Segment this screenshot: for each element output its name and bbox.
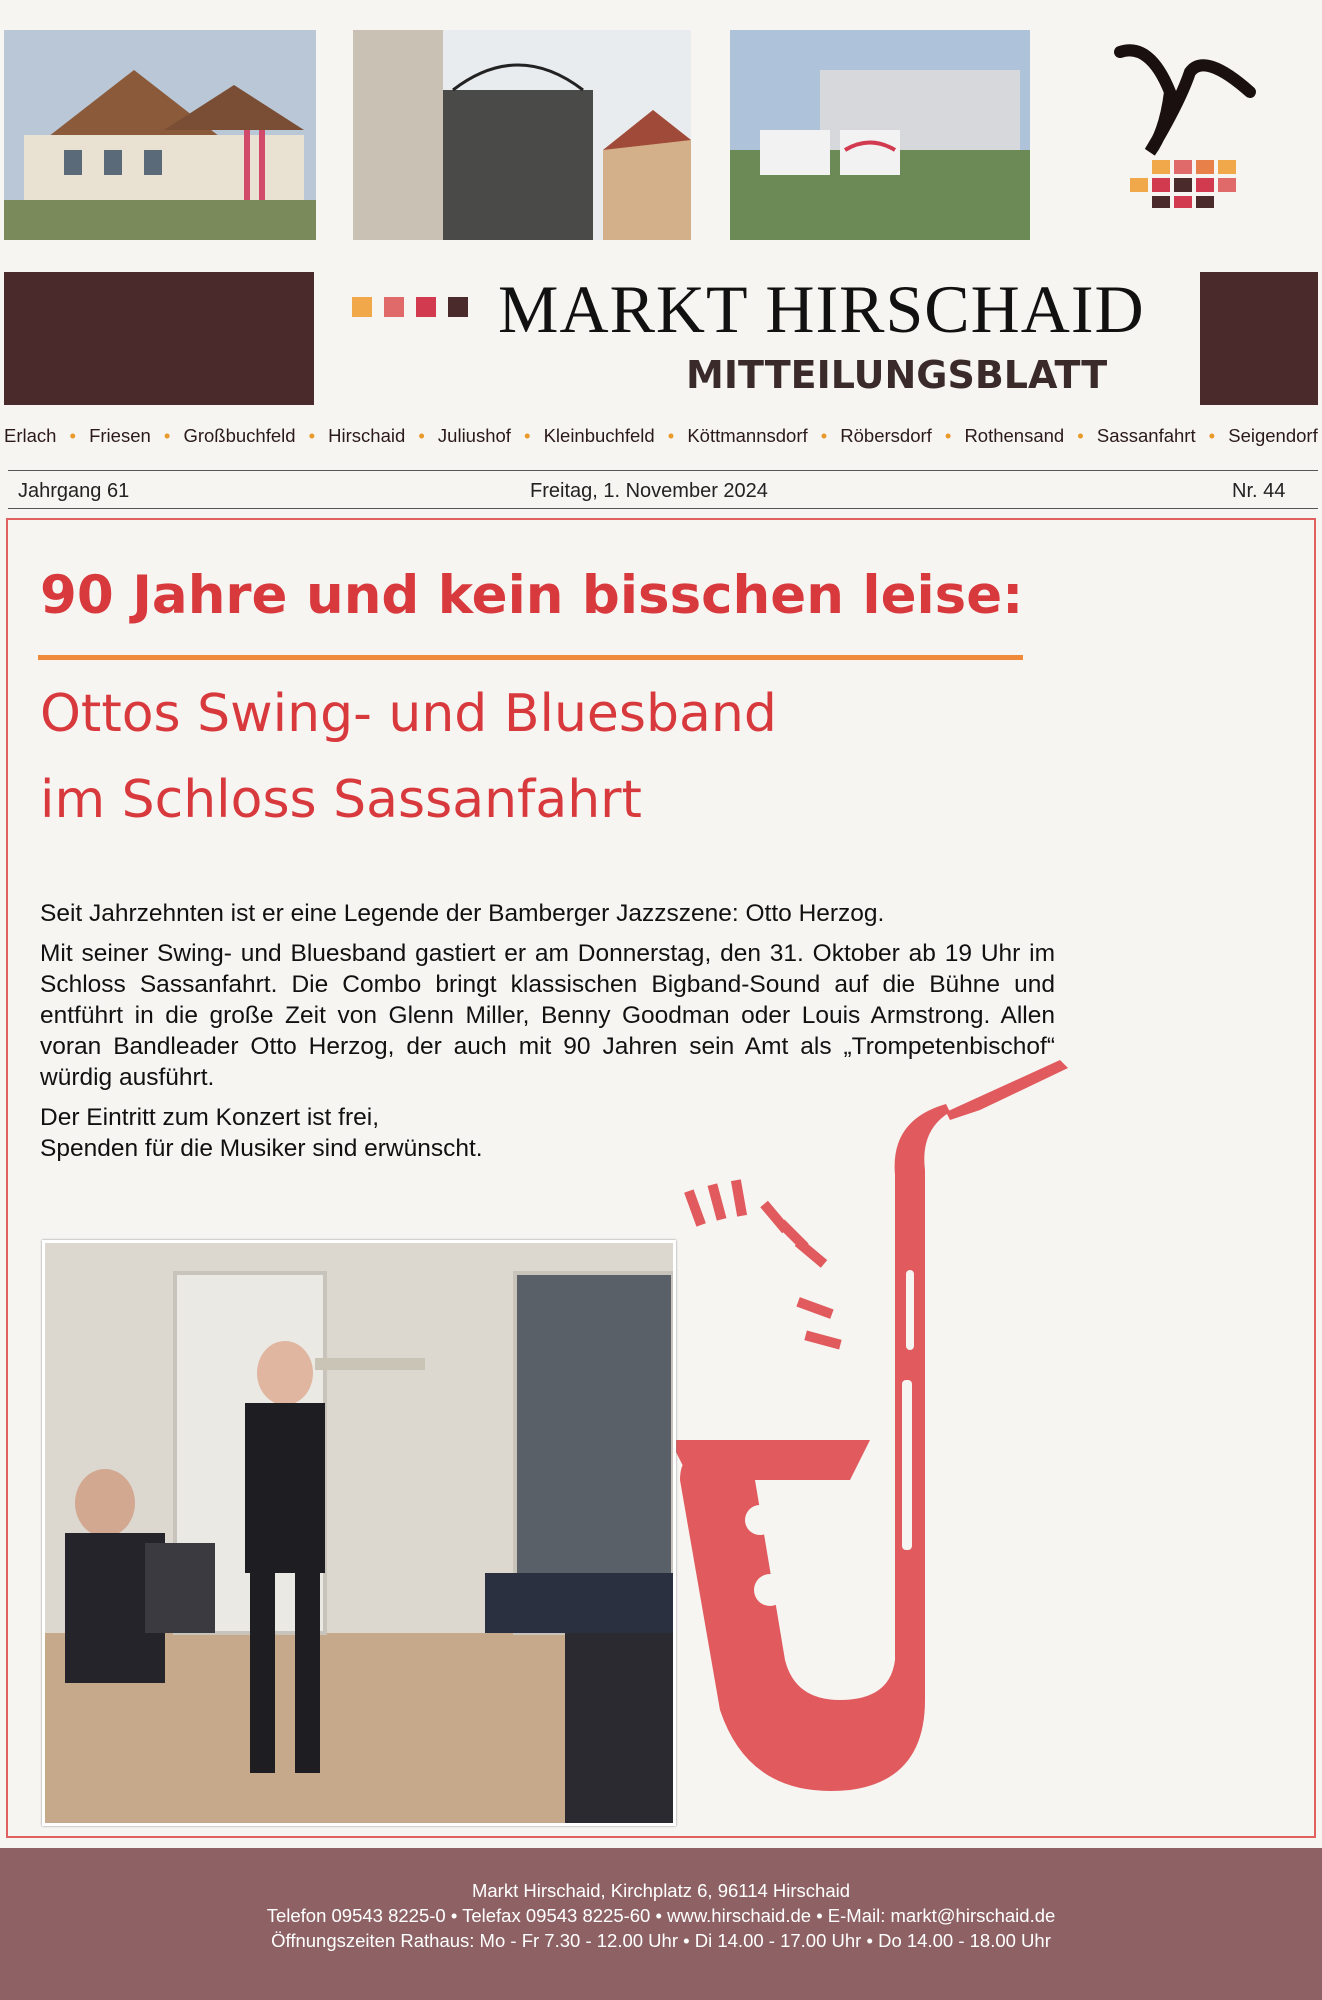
article-headline: 90 Jahre und kein bisschen leise:: [40, 565, 1024, 626]
village-separator: •: [1077, 425, 1084, 446]
issue-number: Nr. 44: [1232, 480, 1286, 502]
meta-rule-bottom: [8, 508, 1318, 509]
article-subheadline-2: im Schloss Sassanfahrt: [40, 770, 642, 830]
article-paragraph-3-line-1: Der Eintritt zum Konzert ist frei,: [40, 1104, 380, 1131]
masthead-square: [448, 297, 468, 317]
village-name: Hirschaid: [328, 425, 406, 446]
issue-date: Freitag, 1. November 2024: [530, 480, 768, 502]
masthead-brown-block-right: [1200, 272, 1318, 405]
village-name: Großbuchfeld: [183, 425, 296, 446]
masthead-square: [352, 297, 372, 317]
village-separator: •: [1208, 425, 1216, 446]
markt-hirschaid-logo: [1110, 32, 1260, 212]
gate-photo: [353, 30, 691, 240]
village-separator: •: [69, 425, 77, 446]
village-name: Erlach: [4, 425, 57, 446]
footer-hours: Öffnungszeiten Rathaus: Mo - Fr 7.30 - 12.00 Uhr • Di 14.00 - 17.00 Uhr • Do 14.00 - 18.00 Uhr: [271, 1930, 1051, 1951]
village-separator: •: [308, 425, 316, 446]
village-name: Sassanfahrt: [1096, 425, 1196, 446]
article-paragraph-1: Seit Jahrzehnten ist er eine Legende der Bamberger Jazzszene: Otto Herzog.: [40, 900, 885, 927]
village-name: Seigendorf: [1228, 425, 1318, 446]
footer-address: Markt Hirschaid, Kirchplatz 6, 96114 Hirschaid: [471, 1880, 851, 1901]
masthead-brown-block-left: [4, 272, 314, 405]
band-concert-photo: [42, 1240, 676, 1826]
masthead-title: MARKT HIRSCHAID: [498, 271, 1145, 347]
village-name: Röbersdorf: [840, 425, 932, 446]
village-list: [4, 425, 1318, 447]
headline-underline: [38, 655, 1023, 660]
village-separator: •: [944, 425, 952, 446]
issue-volume: Jahrgang 61: [18, 480, 130, 502]
saxophone-illustration: [650, 1060, 1120, 1840]
village-name: Rothensand: [964, 425, 1065, 446]
village-name: Köttmannsdorf: [687, 425, 808, 446]
village-separator: •: [418, 425, 425, 446]
village-name: Friesen: [89, 425, 151, 446]
masthead-square: [416, 297, 436, 317]
village-separator: •: [163, 425, 171, 446]
village-name: Kleinbuchfeld: [543, 425, 655, 446]
masthead-squares: [352, 297, 468, 317]
footer: [0, 1848, 1322, 2000]
village-separator: •: [524, 425, 531, 446]
footer-contact: Telefon 09543 8225-0 • Telefax 09543 8225-60 • www.hirschaid.de • E-Mail: markt@hirschaid.de: [266, 1905, 1056, 1926]
article-paragraph-3-line-2: Spenden für die Musiker sind erwünscht.: [40, 1135, 483, 1162]
village-name: Juliushof: [437, 425, 511, 446]
village-separator: •: [820, 425, 828, 446]
meta-rule-top: [8, 470, 1318, 471]
article-subheadline-1: Ottos Swing- und Bluesband: [40, 684, 777, 744]
article-paragraph-2: Mit seiner Swing- und Bluesband gastiert er am Donnerstag, den 31. Oktober ab 19 Uhr im Schloss Sassanfahrt. Die Combo bringt klassischen Bigband-Sound auf die Bühne und entführt in die große Zeit von Glenn Miller, Benny Goodman oder Louis Armstrong. Allen voran Bandleader Otto Herzog, der auch mit 90 Jahren sein Amt als „Trompetenbischof“ würdig ausführt.: [40, 940, 1055, 1091]
village-separator: •: [667, 425, 675, 446]
town-hall-photo: [4, 30, 316, 240]
masthead-square: [384, 297, 404, 317]
masthead-subtitle: MITTEILUNGSBLATT: [686, 353, 1108, 397]
lagune-photo: [730, 30, 1030, 240]
